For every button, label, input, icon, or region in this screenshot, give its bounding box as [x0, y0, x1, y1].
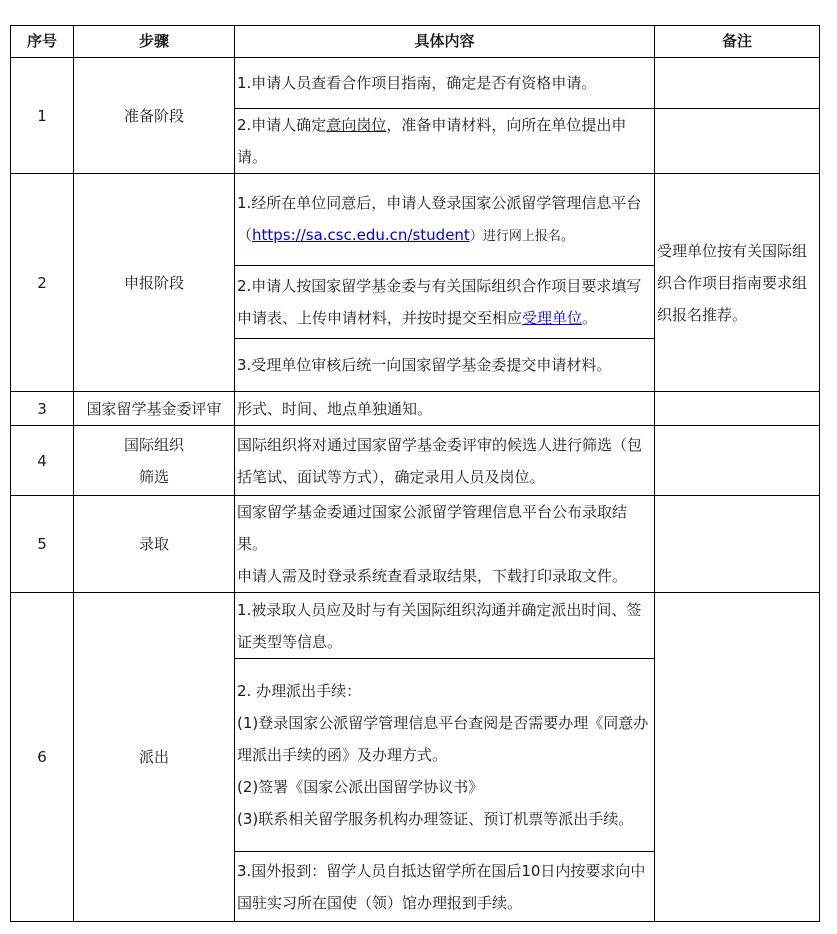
header-note: 备注	[655, 26, 820, 58]
content-text: ，准备申请材料，向所在单位提出申请。	[237, 116, 627, 166]
table-row	[11, 58, 820, 109]
content-item: 1.申请人员查看合作项目指南，确定是否有资格申请。	[235, 58, 655, 109]
note-cell	[655, 496, 820, 593]
step-name-line: 国际组织	[123, 435, 184, 454]
step-name: 派出	[74, 593, 235, 922]
step-name: 申报阶段	[74, 174, 235, 392]
content-line: (1)登录国家公派留学管理信息平台查阅是否需要办理《同意办理派出手续的函》及办理方式。	[237, 714, 649, 764]
content-text: 2.申请人确定	[237, 116, 327, 134]
content-item	[235, 496, 655, 593]
row-number: 3	[11, 392, 74, 426]
note-cell	[655, 109, 820, 174]
content-item: 国际组织将对通过国家留学基金委评审的候选人进行筛选（包括笔试、面试等方式），确定录用人员及岗位。	[235, 426, 655, 496]
content-item: 1.被录取人员应及时与有关国际组织沟通并确定派出时间、签证类型等信息。	[235, 593, 655, 659]
note-cell	[655, 593, 820, 922]
accepting-unit-link[interactable]: 受理单位	[522, 309, 583, 327]
registration-link[interactable]: https://sa.csc.edu.cn/student	[252, 225, 470, 244]
header-no: 序号	[11, 26, 74, 58]
content-line: 2. 办理派出手续：	[237, 682, 362, 700]
note-cell	[655, 58, 820, 109]
content-text: 1.经所在单位同意后，申请人登录国家公派留学管理信息平台（	[237, 193, 642, 244]
content-item	[235, 266, 655, 339]
content-line: 申请人需及时登录系统查看录取结果，下载打印录取文件。	[237, 567, 628, 585]
row-number: 5	[11, 496, 74, 593]
content-line: (3)联系相关留学服务机构办理签证、预订机票等派出手续。	[237, 810, 634, 828]
content-item	[235, 109, 655, 174]
header-step: 步骤	[74, 26, 235, 58]
content-text: 。	[582, 309, 598, 327]
row-number: 2	[11, 174, 74, 392]
table-row	[11, 174, 820, 266]
content-text: ）进行网上报名。	[469, 228, 574, 244]
content-item: 3.受理单位审核后统一向国家留学基金委提交申请材料。	[235, 339, 655, 392]
content-item: 3.国外报到：留学人员自抵达留学所在国后10日内按要求向中国驻实习所在国使（领）馆办理报到手续。	[235, 852, 655, 922]
row-number: 4	[11, 426, 74, 496]
note-cell	[655, 426, 820, 496]
content-line: 国家留学基金委通过国家公派留学管理信息平台公布录取结果。	[237, 503, 628, 553]
table-row	[11, 426, 820, 496]
content-item	[235, 174, 655, 266]
step-name: 国家留学基金委评审	[74, 392, 235, 426]
content-item	[235, 659, 655, 852]
note-cell	[655, 392, 820, 426]
table-row	[11, 496, 820, 593]
header-row	[11, 26, 820, 58]
application-steps-table	[10, 25, 820, 922]
header-content: 具体内容	[235, 26, 655, 58]
step-name: 录取	[74, 496, 235, 593]
step-name-line: 筛选	[138, 467, 169, 486]
content-text: 2.申请人按国家留学基金委与有关国际组织合作项目要求填写申请表、上传申请材料，并按时提交至相应	[237, 277, 642, 327]
content-item: 形式、时间、地点单独通知。	[235, 392, 655, 426]
step-name: 准备阶段	[74, 58, 235, 174]
table-row	[11, 392, 820, 426]
table-row	[11, 593, 820, 659]
row-number: 6	[11, 593, 74, 922]
row-number: 1	[11, 58, 74, 174]
content-line: (2)签署《国家公派出国留学协议书》	[237, 778, 484, 796]
target-position-text: 意向岗位	[326, 116, 387, 134]
step-name	[74, 426, 235, 496]
note-cell: 受理单位按有关国际组织合作项目指南要求组织报名推荐。	[655, 174, 820, 392]
